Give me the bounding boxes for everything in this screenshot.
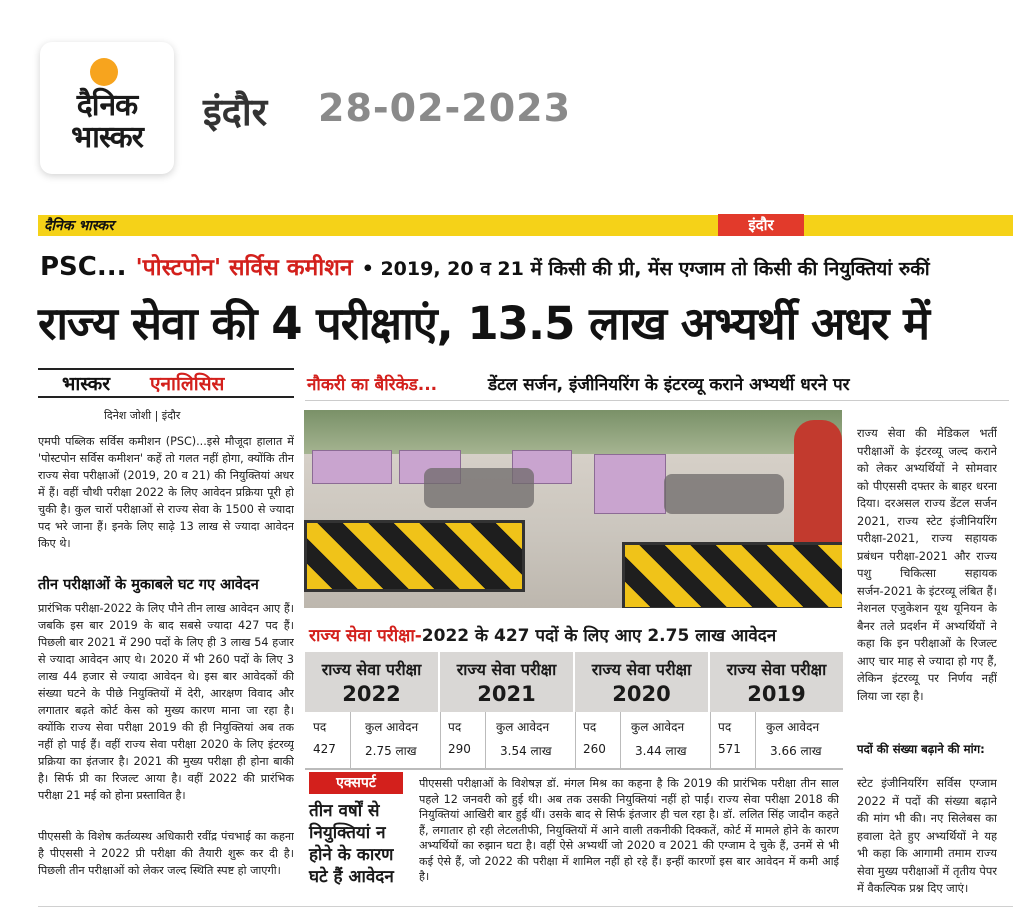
barricade (304, 520, 525, 592)
exam-year: 2021 (477, 682, 536, 706)
band-city-tag: इंदौर (718, 214, 804, 236)
col-posts-label: पद (448, 720, 462, 734)
photo-banner-red: नौकरी का बैरिकेड... (307, 375, 438, 395)
expert-headline: तीन वर्षों से नियुक्तियां न होने के कारण घटे हैं आवेदन (309, 801, 394, 887)
sun-icon (90, 58, 118, 86)
analysis-label-1: भास्कर (62, 373, 111, 395)
exam-year: 2020 (612, 682, 671, 706)
table-title (309, 623, 776, 646)
col-apps-label: कुल आवेदन (365, 720, 419, 734)
kicker-postpone: 'पोस्टपोन' सर्विस कमीशन (135, 255, 353, 281)
apps-value: 3.66 लाख (770, 744, 822, 758)
exam-name: राज्य सेवा परीक्षा (456, 660, 557, 679)
protest-banner (312, 450, 392, 484)
table-divider (440, 712, 441, 768)
exam-year: 2019 (747, 682, 806, 706)
right-subhead: पदों की संख्या बढ़ाने की मांग: (857, 742, 985, 756)
posts-value: 260 (583, 742, 606, 756)
logo-text-line2: भास्कर (71, 120, 143, 155)
table-year-header (305, 652, 440, 712)
table-divider (755, 712, 756, 768)
edition-date: 28-02-2023 (318, 86, 572, 130)
table-year-header (710, 652, 843, 712)
protest-photo (304, 410, 842, 608)
protest-crowd (424, 468, 534, 508)
table-year-header (575, 652, 710, 712)
edition-city: इंदौर (203, 90, 268, 134)
table-title-black: 2022 के 427 पदों के लिए आए 2.75 लाख आवेदन (421, 626, 777, 646)
exam-name: राज्य सेवा परीक्षा (321, 660, 422, 679)
logo-text-line1: दैनिक (76, 88, 138, 123)
left-paragraph-3: पीएससी के विशेष कर्तव्यस्थ अधिकारी रवींद्र पंचभाई का कहना है पीएससी ने 2022 प्री परीक्षा की तैयारी शुरू कर दी है। पिछली तीन परीक्षाओं को लेकर जल्द स्थिति स्पष्ट हो जाएगी। (38, 830, 294, 877)
table-divider (620, 712, 621, 768)
table-divider (350, 712, 351, 768)
page-band (38, 215, 1013, 236)
left-paragraph-1: एमपी पब्लिक सर्विस कमीशन (PSC)...इसे मौजूदा हालात में 'पोस्टपोन सर्विस कमीशन' कहें तो गलत नहीं होगा, क्योंकि तीन राज्य सेवा परीक्षाओं (2019, 20 व 21) की नियुक्तियां अधर में हैं। वहीं चौथी परीक्षा 2022 के लिए आवेदन प्रक्रिया पूरी हो चुकी है। कुल चारों परीक्षाओं से राज्य सेवा के 1500 से ज्यादा पद भरे जाना हैं। इनके लिए साढ़े 13 लाख से ज्यादा आवेदन किए थे। (38, 435, 294, 550)
right-paragraph-1: राज्य सेवा की मेडिकल भर्ती परीक्षाओं के इंटरव्यू जल्द कराने को लेकर अभ्यर्थियों ने सोमवार को पीएससी दफ्तर के बाहर धरना दिया। दरअसल राज्य डेंटल सर्जन 2021, राज्य स्टेट इंजीनियरिंग परीक्षा-2021, राज्य सहायक प्रबंधन परीक्षा-2021 और राज्य पशु चिकित्सा सहायक सर्जन-2021 के इंटरव्यू लंबित हैं। नेशनल एजुकेशन यूथ यूनियन के बैनर तले प्रदर्शन में अभ्यर्थियों ने कहा कि इन परीक्षाओं के रिजल्ट आए चार माह से ज्यादा हो गए हैं, लेकिन इंटरव्यू पर निर्णय नहीं लिया जा रहा है। (857, 426, 997, 703)
col-posts-label: पद (583, 720, 597, 734)
kicker-rest: • 2019, 20 व 21 में किसी की प्री, मेंस एग्जाम तो किसी की नियुक्तियां रुकीं (361, 258, 930, 280)
table-bottom-rule (305, 768, 843, 770)
expert-body: पीएससी परीक्षाओं के विशेषज्ञ डॉ. मंगल मिश्र का कहना है कि 2019 की प्रारंभिक परीक्षा तीन साल पहले 12 जनवरी को हुई थी। अब तक उसकी नियुक्तियां नहीं हो पाईं। राज्य सेवा परीक्षा 2018 की नियुक्तियां आखिरी बार हुई थीं। उसके बाद से सिर्फ इंतजार ही चल रहा है। डॉ. ललित सिंह जादौन कहते हैं, लगातार हो रही लेटलतीफी, नियुक्तियों में आने वाली तकनीकी दिक्कतें, कोर्ट में मामले होने के कारण अभ्यर्थियों का रुझान घटा है। वहीं ऐसे अभ्यर्थी जो 2020 व 2021 की एग्जाम दे चुके हैं, उनमें से भी कई ऐसे हैं, जो 2022 की परीक्षा में शामिल नहीं हो रहे हैं। इन्हीं कारणों इस बार आवेदन में कमी आई है। (419, 777, 839, 883)
analysis-label-2: एनालिसिस (150, 373, 225, 395)
protest-banner (594, 454, 666, 514)
kicker-psc: PSC... (40, 252, 127, 282)
left-paragraph-2: प्रारंभिक परीक्षा-2022 के लिए पौने तीन लाख आवेदन आए हैं। जबकि इस बार 2019 के बाद सबसे ज्यादा 427 पद हैं। पिछली बार 2021 में 290 पदों के लिए ही 3 लाख 54 हजार से ज्यादा आवेदन आए थे। 2020 में भी 260 पदों के लिए 3 लाख 44 हजार से ज्यादा आवेदन थे। इस बार आवेदकों की संख्या घटने के पीछे नियुक्तियों में देरी, आरक्षण विवाद और लगातार बढ़ते कोर्ट केस को मुख्य कारण माना जा रहा है। क्योंकि राज्य सेवा परीक्षा 2019 की ही नियुक्तियां अब तक नहीं हो पाई हैं। वहीं राज्य सेवा परीक्षा 2020 के लिए इंटरव्यू प्रक्रिया का इंतजार है। 2021 की मुख्य परीक्षा ही होना बाकी है। सिर्फ प्री का रिजल्ट आया है। वहीं 2022 की प्रारंभिक परीक्षा 21 मई को होना प्रस्तावित है। (38, 602, 294, 802)
protest-crowd (664, 474, 784, 514)
table-divider (710, 712, 711, 768)
posts-value: 571 (718, 742, 741, 756)
photo-banner-black: डेंटल सर्जन, इंजीनियरिंग के इंटरव्यू कराने अभ्यर्थी धरने पर (488, 375, 850, 395)
exam-name: राज्य सेवा परीक्षा (591, 660, 692, 679)
apps-value: 3.44 लाख (635, 744, 687, 758)
table-divider (485, 712, 486, 768)
barricade (622, 542, 842, 608)
applications-table (305, 652, 843, 768)
exam-name: राज्य सेवा परीक्षा (726, 660, 827, 679)
exam-year: 2022 (342, 682, 401, 706)
expert-tag: एक्सपर्ट (309, 772, 403, 794)
apps-value: 2.75 लाख (365, 744, 417, 758)
col-posts-label: पद (313, 720, 327, 734)
apps-value: 3.54 लाख (500, 744, 552, 758)
table-title-red: राज्य सेवा परीक्षा- (309, 626, 422, 646)
newspaper-logo (40, 42, 174, 174)
table-year-header (440, 652, 575, 712)
left-subhead: तीन परीक्षाओं के मुकाबले घट गए आवेदन (38, 577, 259, 593)
table-divider (575, 712, 576, 768)
col-apps-label: कुल आवेदन (496, 720, 550, 734)
byline: दिनेश जोशी | इंदौर (104, 409, 181, 422)
posts-value: 290 (448, 742, 471, 756)
posts-value: 427 (313, 742, 336, 756)
col-apps-label: कुल आवेदन (631, 720, 685, 734)
col-apps-label: कुल आवेदन (766, 720, 820, 734)
photo-trees (304, 410, 842, 454)
footer-rule (38, 906, 1013, 907)
band-brand: दैनिक भास्कर (44, 218, 114, 234)
col-posts-label: पद (718, 720, 732, 734)
kicker-line (40, 250, 930, 282)
right-paragraph-2: स्टेट इंजीनियरिंग सर्विस एग्जाम 2022 में पदों की संख्या बढ़ाने की मांग भी की। नए सिलेबस का हवाला देते हुए अभ्यर्थियों ने यह भी कहा कि आगामी तमाम राज्य सेवा मुख्य परीक्षाओं में तृतीय पेपर में वैकल्पिक प्रश्न दिए जाएं। (857, 776, 997, 895)
main-headline: राज्य सेवा की 4 परीक्षाएं, 13.5 लाख अभ्यर्थी अधर में (38, 297, 930, 350)
